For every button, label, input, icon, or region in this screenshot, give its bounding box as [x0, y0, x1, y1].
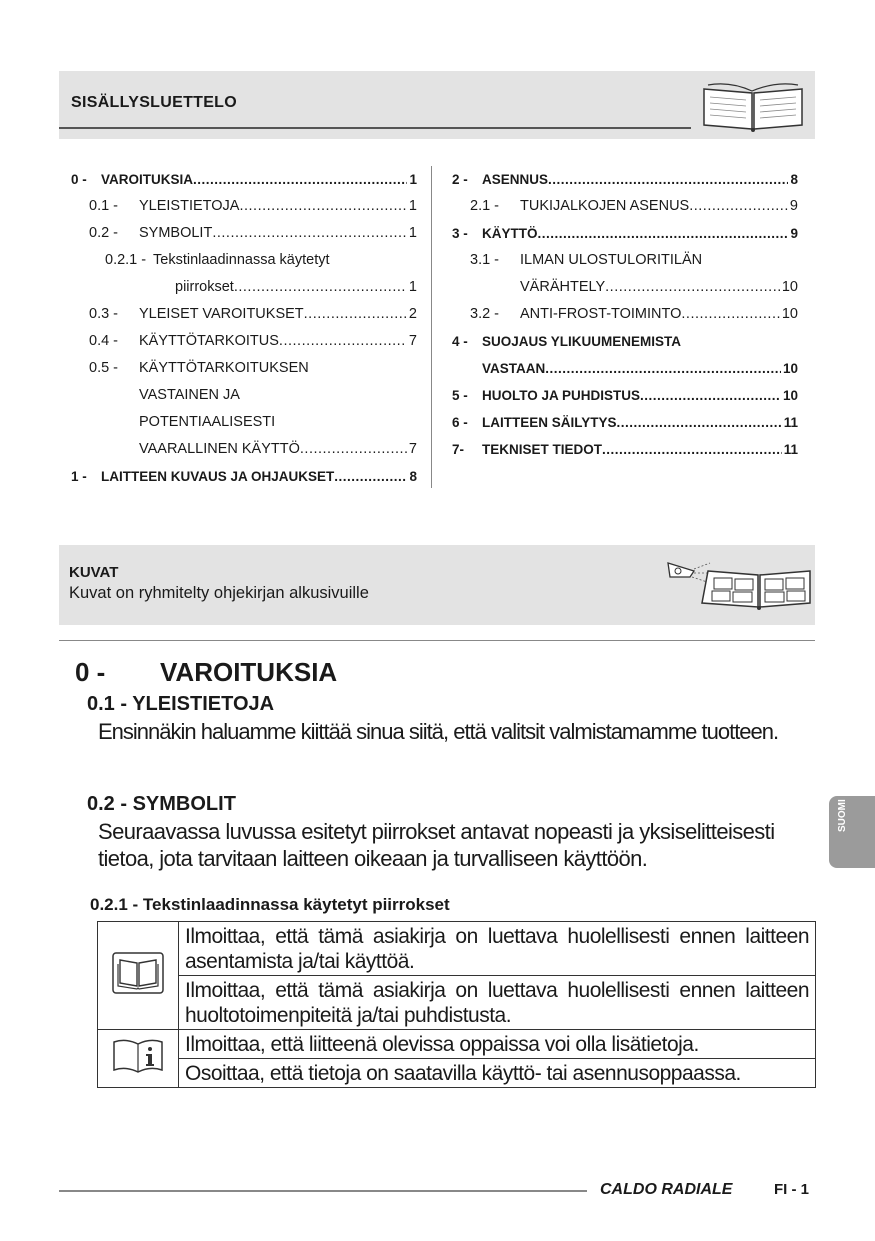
toc-entry[interactable] [452, 301, 798, 328]
toc-entry-page: 11 [783, 415, 798, 430]
toc-dot-leader [279, 328, 407, 355]
section-title: VAROITUKSIA [160, 657, 338, 687]
toc-entry[interactable] [71, 436, 417, 463]
toc-entry[interactable] [452, 382, 798, 409]
table-row [98, 1059, 816, 1088]
page-number: FI - 1 [774, 1181, 810, 1198]
toc-entry-number: 4 - [452, 334, 468, 349]
toc-entry[interactable] [71, 463, 417, 490]
toc-entry-number: 0.2.1 - [105, 252, 147, 268]
kuvat-rule [59, 640, 815, 641]
toc-entry-number: 0.4 - [89, 333, 119, 349]
toc-entry-label: YLEISTIETOJA [139, 198, 240, 214]
toc-entry-page: 9 [789, 198, 798, 214]
toc-entry[interactable] [71, 409, 417, 436]
toc-entry-label: TUKIJALKOJEN ASENUS [520, 198, 690, 214]
language-tab [829, 796, 875, 868]
toc-dot-leader [538, 220, 789, 247]
toc-title-rule [59, 127, 691, 129]
toc-entry-label: HUOLTO JA PUHDISTUS [482, 388, 641, 403]
toc-entry-label: ILMAN ULOSTULORITILÄN [520, 252, 703, 268]
toc-entry-number: 0.3 - [89, 306, 119, 322]
toc-entry-number: 6 - [452, 415, 468, 430]
toc-entry[interactable] [452, 328, 798, 355]
toc-entry-page: 7 [408, 333, 417, 349]
symbol-cell [98, 1030, 179, 1088]
toc-entry-label: VASTAAN [482, 361, 546, 376]
toc-entry-label: SUOJAUS YLIKUUMENEMISTA [482, 334, 682, 349]
pictures-book-icon [664, 557, 814, 611]
subsection-0-2-text: Seuraavassa luvussa esitetyt piirrokset antavat nopeasti ja yksiselitteisesti tietoa, jota tarvitaan laitteen oikeaan ja turvalliseen käyttöön. [98, 819, 775, 871]
kuvat-title: KUVAT [69, 564, 119, 581]
toc-entry-number: 3 - [452, 226, 468, 241]
toc-entry-label: ASENNUS [482, 172, 549, 187]
toc-entry-page: 8 [790, 172, 798, 187]
manual-book-icon [110, 950, 166, 996]
symbol-cell [98, 922, 179, 1030]
toc-entry[interactable] [71, 328, 417, 355]
toc-entry-label: YLEISET VAROITUKSET [139, 306, 304, 322]
toc-entry-page: 1 [408, 198, 417, 214]
subsection-0-1-title: 0.1 - YLEISTIETOJA [87, 693, 275, 715]
toc-entry[interactable] [71, 274, 417, 301]
toc-entry-label: SYMBOLIT [139, 225, 213, 241]
toc-dot-leader [545, 355, 781, 382]
open-book-icon [700, 79, 806, 133]
toc-dot-leader [681, 301, 779, 328]
toc-entry-page: 7 [408, 441, 417, 457]
toc-dot-leader [617, 409, 782, 436]
toc-right-column [452, 166, 798, 463]
symbol-description: Osoittaa, että tietoja on saatavilla käyttö- tai asennusoppaassa. [179, 1059, 816, 1088]
toc-entry-label: piirrokset [175, 279, 234, 295]
toc-entry-page: 1 [408, 279, 417, 295]
toc-entry[interactable] [71, 220, 417, 247]
toc-entry-label: TEKNISET TIEDOT [482, 442, 603, 457]
symbol-description: Ilmoittaa, että liitteenä olevissa oppaissa voi olla lisätietoja. [179, 1030, 816, 1059]
toc-dot-leader [689, 193, 788, 220]
toc-dot-leader [605, 274, 780, 301]
toc-entry[interactable] [452, 409, 798, 436]
toc-entry-label: KÄYTTÖTARKOITUKSEN [139, 360, 309, 376]
toc-entry[interactable] [71, 166, 417, 193]
toc-entry-label: Tekstinlaadinnassa käytetyt [153, 252, 330, 268]
toc-entry[interactable] [452, 247, 798, 274]
toc-dot-leader [234, 274, 407, 301]
toc-entry[interactable] [452, 436, 798, 463]
section-number: 0 - [75, 657, 106, 687]
toc-entry-number: 3.1 - [470, 252, 500, 268]
footer-brand: CALDO RADIALE [600, 1181, 733, 1198]
toc-entry[interactable] [71, 247, 417, 274]
toc-dot-leader [300, 436, 407, 463]
toc-entry-label: ANTI-FROST-TOIMINTO [520, 306, 682, 322]
toc-entry-number: 0.1 - [89, 198, 119, 214]
table-row [98, 1030, 816, 1059]
toc-entry-number: 0 - [71, 172, 87, 187]
toc-entry-label: VAROITUKSIA [101, 172, 194, 187]
toc-entry-page: 10 [781, 306, 798, 322]
toc-dot-leader [640, 382, 781, 409]
toc-entry-page: 10 [782, 388, 798, 403]
toc-entry-number: 3.2 - [470, 306, 500, 322]
symbols-table [97, 921, 816, 1088]
language-tab-label: SUOMI [837, 799, 848, 832]
symbol-description: Ilmoittaa, että tämä asiakirja on luettava huolellisesti ennen laitteen huoltotoimenpiteitä ja/tai puhdistusta. [179, 976, 816, 1030]
toc-entry-page: 10 [781, 279, 798, 295]
subsection-0-2-title: 0.2 - SYMBOLIT [87, 793, 236, 815]
toc-entry[interactable] [71, 301, 417, 328]
toc-divider [431, 166, 432, 488]
toc-entry-page: 1 [409, 172, 417, 187]
toc-entry[interactable] [452, 274, 798, 301]
toc-dot-leader [212, 220, 407, 247]
toc-entry-page: 10 [782, 361, 798, 376]
toc-entry-page: 2 [408, 306, 417, 322]
toc-entry[interactable] [71, 193, 417, 220]
toc-entry-number: 2.1 - [470, 198, 500, 214]
toc-entry-label: LAITTEEN KUVAUS JA OHJAUKSET [101, 469, 335, 484]
toc-entry[interactable] [71, 382, 417, 409]
toc-entry-label: VÄRÄHTELY [520, 279, 606, 295]
table-row [98, 976, 816, 1030]
toc-entry[interactable] [452, 220, 798, 247]
toc-dot-leader [602, 436, 782, 463]
toc-dot-leader [193, 166, 407, 193]
toc-dot-leader [239, 193, 406, 220]
toc-entry-label: KÄYTTÖTARKOITUS [139, 333, 279, 349]
table-row [98, 922, 816, 976]
toc-entry[interactable] [452, 355, 798, 382]
subsection-0-2-1-title: 0.2.1 - Tekstinlaadinnassa käytetyt piirrokset [90, 895, 450, 914]
toc-entry-label: LAITTEEN SÄILYTYS [482, 415, 617, 430]
toc-entry-page: 8 [409, 469, 417, 484]
toc-left-column [71, 166, 417, 490]
footer-rule [59, 1190, 587, 1192]
toc-entry-number: 2 - [452, 172, 468, 187]
toc-entry-number: 0.5 - [89, 360, 119, 376]
subsection-0-1-text: Ensinnäkin haluamme kiittää sinua siitä, että valitsit valmistamamme tuotteen. [98, 719, 779, 744]
toc-dot-leader [548, 166, 788, 193]
toc-entry-page: 9 [790, 226, 798, 241]
toc-entry-label: VAARALLINEN KÄYTTÖ [139, 441, 300, 457]
toc-entry-label: VASTAINEN JA [139, 387, 240, 403]
symbol-description: Ilmoittaa, että tämä asiakirja on luettava huolellisesti ennen laitteen asentamista ja/tai käyttöä. [179, 922, 816, 976]
toc-dot-leader [334, 463, 407, 490]
toc-entry-page: 1 [408, 225, 417, 241]
kuvat-text: Kuvat on ryhmitelty ohjekirjan alkusivuille [69, 584, 369, 602]
toc-entry-number: 1 - [71, 469, 87, 484]
toc-entry-number: 7- [452, 442, 465, 457]
toc-entry-number: 0.2 - [89, 225, 119, 241]
toc-entry-number: 5 - [452, 388, 468, 403]
toc-entry-label: KÄYTTÖ [482, 226, 538, 241]
toc-entry[interactable] [452, 166, 798, 193]
toc-entry[interactable] [71, 355, 417, 382]
toc-title: SISÄLLYSLUETTELO [71, 94, 238, 111]
toc-dot-leader [304, 301, 407, 328]
toc-entry-page: 11 [783, 442, 798, 457]
toc-entry-label: POTENTIAALISESTI [139, 414, 276, 430]
toc-entry[interactable] [452, 193, 798, 220]
info-book-icon [110, 1036, 166, 1076]
